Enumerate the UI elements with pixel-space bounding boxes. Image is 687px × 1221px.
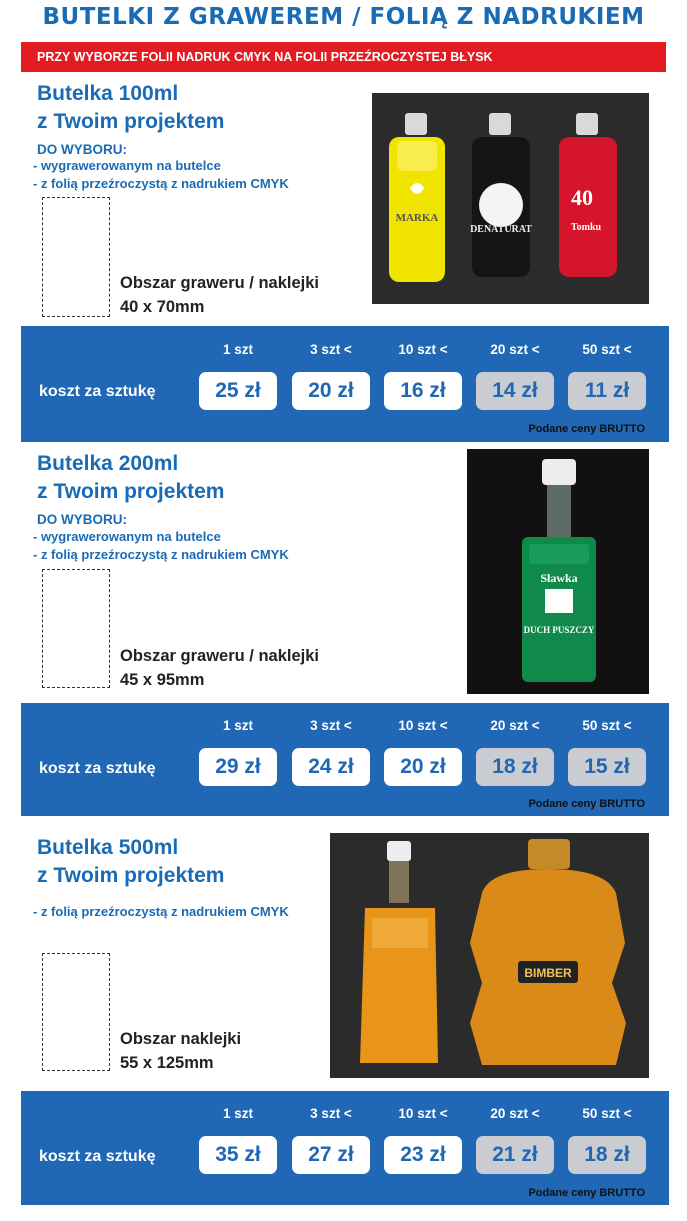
product-photo-500ml	[330, 833, 649, 1078]
engraving-area-box	[42, 197, 110, 317]
price-label: koszt za sztukę	[39, 383, 156, 400]
bottles-500ml-image	[330, 833, 649, 1078]
product-heading	[37, 450, 224, 506]
option-engraved: - wygrawerowanym na butelce	[33, 158, 221, 173]
bottle-200ml-image	[467, 449, 649, 694]
area-label: Obszar naklejki	[120, 1030, 242, 1048]
engraving-area-info	[120, 271, 319, 319]
qty-10: 10 szt <	[398, 342, 448, 357]
brutto-note: Podane ceny BRUTTO	[528, 798, 645, 810]
engraving-area-box	[42, 569, 110, 688]
area-label: Obszar graweru / naklejki	[120, 274, 319, 292]
price-50: 11 zł	[568, 372, 646, 410]
product-heading	[37, 834, 224, 890]
qty-1: 1 szt	[222, 342, 253, 357]
choice-label: DO WYBORU:	[37, 142, 127, 157]
qty-50: 50 szt <	[582, 342, 632, 357]
qty-3: 3 szt <	[310, 718, 352, 733]
photo-label: DENATURAT	[470, 224, 532, 235]
notice-banner: PRZY WYBORZE FOLII NADRUK CMYK NA FOLII PRZEŹROCZYSTEJ BŁYSK	[21, 42, 666, 72]
price-3: 20 zł	[292, 372, 370, 410]
product-name: Butelka 200ml	[37, 452, 179, 475]
option-foil: - z folią przeźroczystą z nadrukiem CMYK	[33, 176, 289, 191]
area-size: 40 x 70mm	[120, 298, 205, 316]
photo-label: DUCH PUSZCZY	[523, 625, 595, 635]
qty-50: 50 szt <	[582, 1106, 632, 1121]
price-1: 35 zł	[199, 1136, 277, 1174]
qty-20: 20 szt <	[490, 718, 540, 733]
qty-10: 10 szt <	[398, 1106, 448, 1121]
product-name: Butelka 500ml	[37, 836, 179, 859]
page-title: BUTELKI Z GRAWEREM / FOLIĄ Z NADRUKIEM	[42, 4, 645, 30]
bottles-100ml-image	[372, 93, 649, 304]
choice-label: DO WYBORU:	[37, 512, 127, 527]
option-engraved: - wygrawerowanym na butelce	[33, 529, 221, 544]
price-label: koszt za sztukę	[39, 760, 156, 777]
product-heading	[37, 80, 224, 136]
price-1: 29 zł	[199, 748, 277, 786]
area-size: 55 x 125mm	[120, 1054, 214, 1072]
brutto-note: Podane ceny BRUTTO	[528, 423, 645, 435]
price-20: 14 zł	[476, 372, 554, 410]
price-20: 18 zł	[476, 748, 554, 786]
product-subtitle: z Twoim projektem	[37, 110, 225, 133]
qty-3: 3 szt <	[310, 342, 352, 357]
price-panel-100ml	[21, 326, 669, 442]
photo-label: BIMBER	[524, 966, 572, 980]
price-3: 24 zł	[292, 748, 370, 786]
price-50: 18 zł	[568, 1136, 646, 1174]
option-foil: - z folią przeźroczystą z nadrukiem CMYK	[33, 904, 289, 919]
qty-3: 3 szt <	[310, 1106, 352, 1121]
product-subtitle: z Twoim projektem	[37, 480, 225, 503]
qty-20: 20 szt <	[490, 342, 540, 357]
product-photo-100ml	[372, 93, 649, 304]
area-size: 45 x 95mm	[120, 671, 205, 689]
price-50: 15 zł	[568, 748, 646, 786]
price-panel-500ml	[21, 1091, 669, 1205]
qty-1: 1 szt	[222, 718, 253, 733]
engraving-area-info	[120, 644, 319, 692]
qty-50: 50 szt <	[582, 718, 632, 733]
price-10: 23 zł	[384, 1136, 462, 1174]
price-3: 27 zł	[292, 1136, 370, 1174]
price-label: koszt za sztukę	[39, 1148, 156, 1165]
photo-label: MARKA	[395, 212, 439, 224]
qty-20: 20 szt <	[490, 1106, 540, 1121]
product-name: Butelka 100ml	[37, 82, 179, 105]
price-10: 16 zł	[384, 372, 462, 410]
product-subtitle: z Twoim projektem	[37, 864, 225, 887]
price-panel-200ml	[21, 703, 669, 816]
product-photo-200ml	[467, 449, 649, 694]
qty-10: 10 szt <	[398, 718, 448, 733]
sticker-area-box	[42, 953, 110, 1071]
sticker-area-info	[120, 1027, 241, 1075]
option-foil: - z folią przeźroczystą z nadrukiem CMYK	[33, 547, 289, 562]
photo-label: Sławka	[540, 571, 578, 585]
qty-1: 1 szt	[222, 1106, 253, 1121]
price-20: 21 zł	[476, 1136, 554, 1174]
price-10: 20 zł	[384, 748, 462, 786]
brutto-note: Podane ceny BRUTTO	[528, 1187, 645, 1199]
price-1: 25 zł	[199, 372, 277, 410]
photo-label: Tomku	[570, 222, 602, 233]
area-label: Obszar graweru / naklejki	[120, 647, 319, 665]
photo-label: 40	[571, 185, 593, 210]
